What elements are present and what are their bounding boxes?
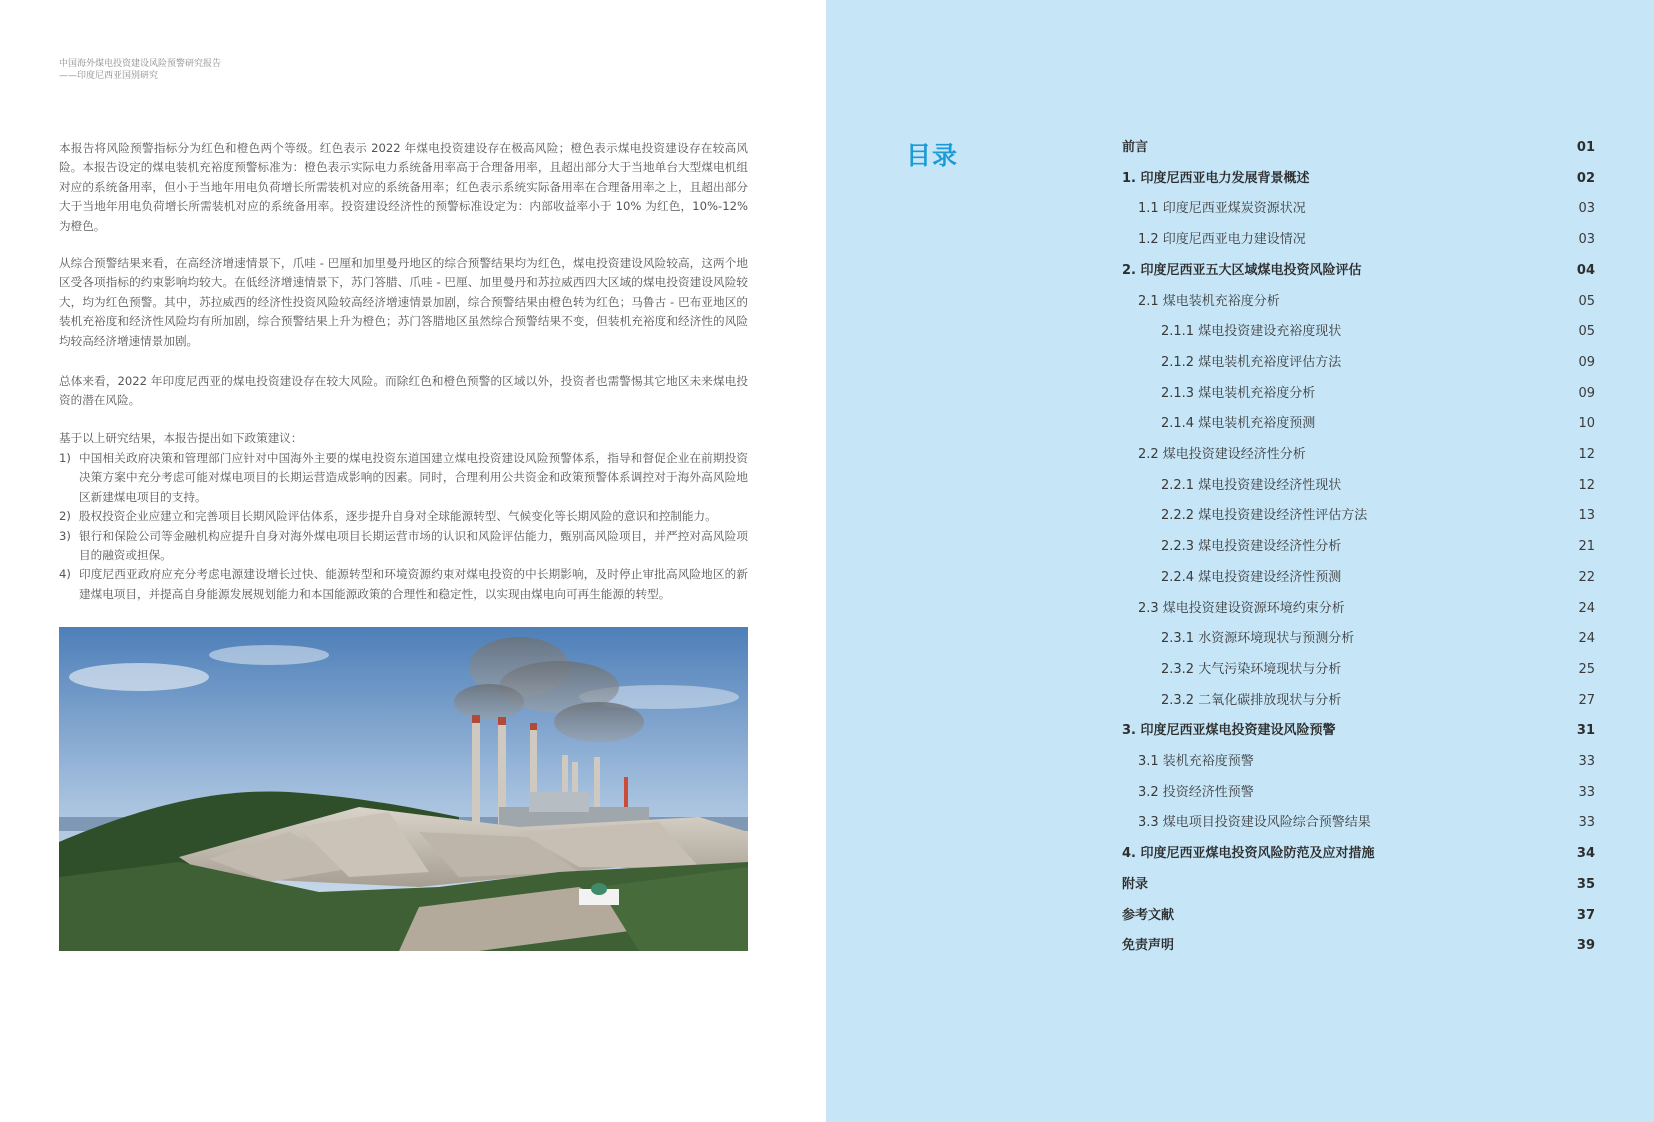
toc-entry-label: 3.1 装机充裕度预警 [1138, 754, 1254, 769]
report-title: 中国海外煤电投资建设风险预警研究报告 [59, 59, 222, 69]
list-item-number: 4) [59, 567, 71, 582]
toc-entry-page: 12 [1578, 447, 1595, 462]
toc-entry-page: 21 [1578, 539, 1595, 555]
toc-entry[interactable] [1122, 138, 1595, 158]
toc-entry-page: 33 [1578, 784, 1595, 800]
toc-entry[interactable] [1122, 691, 1595, 711]
toc-entry[interactable] [1122, 414, 1595, 434]
toc-title: 目录 [906, 141, 959, 170]
toc-entry-page: 31 [1576, 723, 1595, 739]
paragraph-warning-results: 从综合预警结果来看，在高经济增速情景下，爪哇 - 巴厘和加里曼丹地区的综合预警结果均为红色，煤电投资建设风险较高，这两个地区受各项指标的约束影响均较大。在低经济增速情景下，苏门答腊、爪哇 - 巴厘、加里曼丹和苏拉威西四大区域的煤电投资建设风险较大，均为红色预警。其中，苏拉威西的经济性投资风险较高经济增速情景加剧，综合预警结果由橙色转为红色；马鲁古 - 巴布亚地区的装机充裕度和经济性风险均有所加剧，综合预警结果上升为橙色；苏门答腊地区虽然综合预警结果不变，但装机充裕度和经济性的风险均较高经济增速情景加剧。 [59, 256, 748, 348]
toc-entry-page: 34 [1576, 846, 1595, 862]
list-item-number: 1) [59, 451, 71, 465]
toc-entry-label: 1. 印度尼西亚电力发展背景概述 [1122, 170, 1310, 186]
toc-entry-page: 39 [1576, 938, 1595, 954]
toc-entry[interactable] [1122, 169, 1595, 189]
toc-entry-page: 13 [1578, 508, 1595, 524]
toc-entry[interactable] [1122, 936, 1595, 956]
toc-entry-label: 2.1.3 煤电装机充裕度分析 [1161, 385, 1316, 401]
paragraph-warning-levels: 本报告将风险预警指标分为红色和橙色两个等级。红色表示 2022 年煤电投资建设存在极高风险；橙色表示煤电投资建设存在较高风险。本报告设定的煤电装机充裕度预警标准为：橙色表示实际电力系统备用率高于合理备用率，且超出部分大于当地单台大型煤电机组对应的系统备用率，但小于当地年用电负荷增长所需装机对应的系统备用率；红色表示系统实际备用率在合理备用率之上，且超出部分大于当地年用电负荷增长所需装机对应的系统备用率。投资建设经济性的预警标准设定为：内部收益率小于 10% 为红色，10%-12% 为橙色。 [59, 141, 748, 233]
running-header [59, 58, 221, 82]
toc-entry-label: 2.2.3 煤电投资建设经济性分析 [1161, 539, 1342, 555]
toc-entry[interactable] [1122, 783, 1595, 803]
toc-entry[interactable] [1122, 353, 1595, 373]
toc-entry[interactable] [1122, 199, 1595, 219]
toc-entry-label: 1.1 印度尼西亚煤炭资源状况 [1138, 201, 1306, 217]
toc-entry[interactable] [1122, 230, 1595, 250]
list-item-text: 印度尼西亚政府应充分考虑电源建设增长过快、能源转型和环境资源约束对煤电投资的中长期影响，及时停止审批高风险地区的新建煤电项目，并提高自身能源发展规划能力和本国能源政策的合理性和稳定性，以实现由煤电向可再生能源的转型。 [79, 567, 748, 601]
toc-entry[interactable] [1122, 537, 1595, 557]
toc-entry[interactable] [1122, 906, 1595, 926]
list-item-text: 中国相关政府决策和管理部门应针对中国海外主要的煤电投资东道国建立煤电投资建设风险预警体系，指导和督促企业在前期投资决策方案中充分考虑可能对煤电项目的长期运营造成影响的因素。同时，合理利用公共资金和政策预警体系调控对于海外高风险地区新建煤电项目的支持。 [79, 451, 748, 504]
toc-entry-label: 3.2 投资经济性预警 [1138, 784, 1254, 800]
report-subtitle: ——印度尼西亚国别研究 [59, 71, 159, 81]
toc-entry-label: 免责声明 [1122, 938, 1175, 954]
paragraph-overall: 总体来看，2022 年印度尼西亚的煤电投资建设存在较大风险。而除红色和橙色预警的区域以外，投资者也需警惕其它地区未来煤电投资的潜在风险。 [59, 374, 748, 408]
toc-entry-label: 2.2.2 煤电投资建设经济性评估方法 [1161, 508, 1368, 524]
list-item-text: 银行和保险公司等金融机构应提升自身对海外煤电项目长期运营市场的认识和风险评估能力，甄别高风险项目，并严控对高风险项目的融资或担保。 [79, 528, 748, 563]
toc-entry-label: 附录 [1122, 876, 1149, 892]
toc-entry-label: 2.2.4 煤电投资建设经济性预测 [1161, 569, 1342, 585]
toc-entry[interactable] [1122, 568, 1595, 588]
toc-entry-label: 2.1.2 煤电装机充裕度评估方法 [1161, 354, 1342, 370]
paragraph-recommendations-intro: 基于以上研究结果，本报告提出如下政策建议： [59, 431, 303, 445]
toc-entry-page: 03 [1578, 232, 1595, 248]
toc-entry[interactable] [1122, 813, 1595, 833]
toc-entry[interactable] [1122, 384, 1595, 404]
toc-entry-label: 2.1 煤电装机充裕度分析 [1138, 293, 1280, 309]
toc-entry-label: 1.2 印度尼西亚电力建设情况 [1138, 232, 1306, 248]
toc-entry-label: 2.2 煤电投资建设经济性分析 [1138, 447, 1306, 462]
toc-entry[interactable] [1122, 261, 1595, 281]
toc-entry-label: 2.3.2 大气污染环境现状与分析 [1161, 661, 1342, 677]
toc-entry-label: 2.2.1 煤电投资建设经济性现状 [1161, 477, 1342, 493]
left-page [0, 0, 826, 1122]
toc-entry-page: 12 [1578, 477, 1595, 493]
toc-entry-page: 01 [1576, 140, 1595, 155]
toc-entry-page: 33 [1578, 754, 1595, 769]
list-item [59, 507, 748, 526]
toc-entry-page: 09 [1578, 354, 1595, 370]
list-item-number: 2) [59, 509, 71, 524]
toc-entry-page: 24 [1578, 631, 1595, 647]
toc-entry-page: 25 [1578, 661, 1595, 677]
list-item-text: 股权投资企业应建立和完善项目长期风险评估体系，逐步提升自身对全球能源转型、气候变化等长期风险的意识和控制能力。 [79, 509, 717, 524]
toc-entry[interactable] [1122, 844, 1595, 864]
toc-entry-label: 2.3 煤电投资建设资源环境约束分析 [1138, 600, 1345, 616]
toc-entry[interactable] [1122, 476, 1595, 496]
toc-entry-label: 2.3.1 水资源环境现状与预测分析 [1161, 631, 1355, 647]
toc-entry-page: 33 [1578, 815, 1595, 831]
toc-entry-page: 35 [1576, 876, 1595, 892]
toc-entry[interactable] [1122, 721, 1595, 741]
toc-entry-label: 4. 印度尼西亚煤电投资风险防范及应对措施 [1122, 846, 1375, 862]
toc-entry-page: 09 [1578, 385, 1595, 401]
toc-entry[interactable] [1122, 599, 1595, 619]
toc-entry-page: 05 [1578, 293, 1595, 309]
list-item [59, 449, 748, 507]
toc-entry-page: 10 [1578, 416, 1595, 432]
toc-entry-label: 2.1.4 煤电装机充裕度预测 [1161, 416, 1316, 432]
toc-entry-label: 2.3.2 二氧化碳排放现状与分析 [1161, 692, 1342, 708]
toc-entry-page: 03 [1578, 201, 1595, 217]
toc-entry[interactable] [1122, 752, 1595, 772]
toc-entry-page: 05 [1578, 324, 1595, 340]
toc-entry-label: 参考文献 [1122, 907, 1175, 923]
toc-entry-page: 37 [1576, 907, 1595, 923]
toc-entry-label: 前言 [1122, 140, 1149, 155]
toc-entry[interactable] [1122, 322, 1595, 342]
toc-entry[interactable] [1122, 875, 1595, 895]
recommendation-list [59, 449, 748, 604]
toc-entry-page: 04 [1576, 262, 1595, 278]
toc-entry-label: 2.1.1 煤电投资建设充裕度现状 [1161, 324, 1342, 340]
toc-entry[interactable] [1122, 629, 1595, 649]
toc-entry[interactable] [1122, 660, 1595, 680]
toc-entry-page: 02 [1576, 170, 1595, 186]
coal-power-plant-photo [59, 627, 748, 951]
toc-entry[interactable] [1122, 445, 1595, 465]
list-item-number: 3) [59, 528, 71, 543]
list-item [59, 565, 748, 604]
toc-entry-page: 24 [1578, 600, 1595, 616]
toc-entry-page: 27 [1578, 692, 1595, 708]
toc-entry[interactable] [1122, 506, 1595, 526]
toc-entry[interactable] [1122, 292, 1595, 312]
toc-entry-page: 22 [1578, 569, 1595, 585]
list-item [59, 527, 748, 566]
toc-entry-label: 2. 印度尼西亚五大区域煤电投资风险评估 [1122, 262, 1362, 278]
toc-entry-label: 3.3 煤电项目投资建设风险综合预警结果 [1138, 815, 1371, 831]
toc-entry-label: 3. 印度尼西亚煤电投资建设风险预警 [1122, 723, 1336, 739]
